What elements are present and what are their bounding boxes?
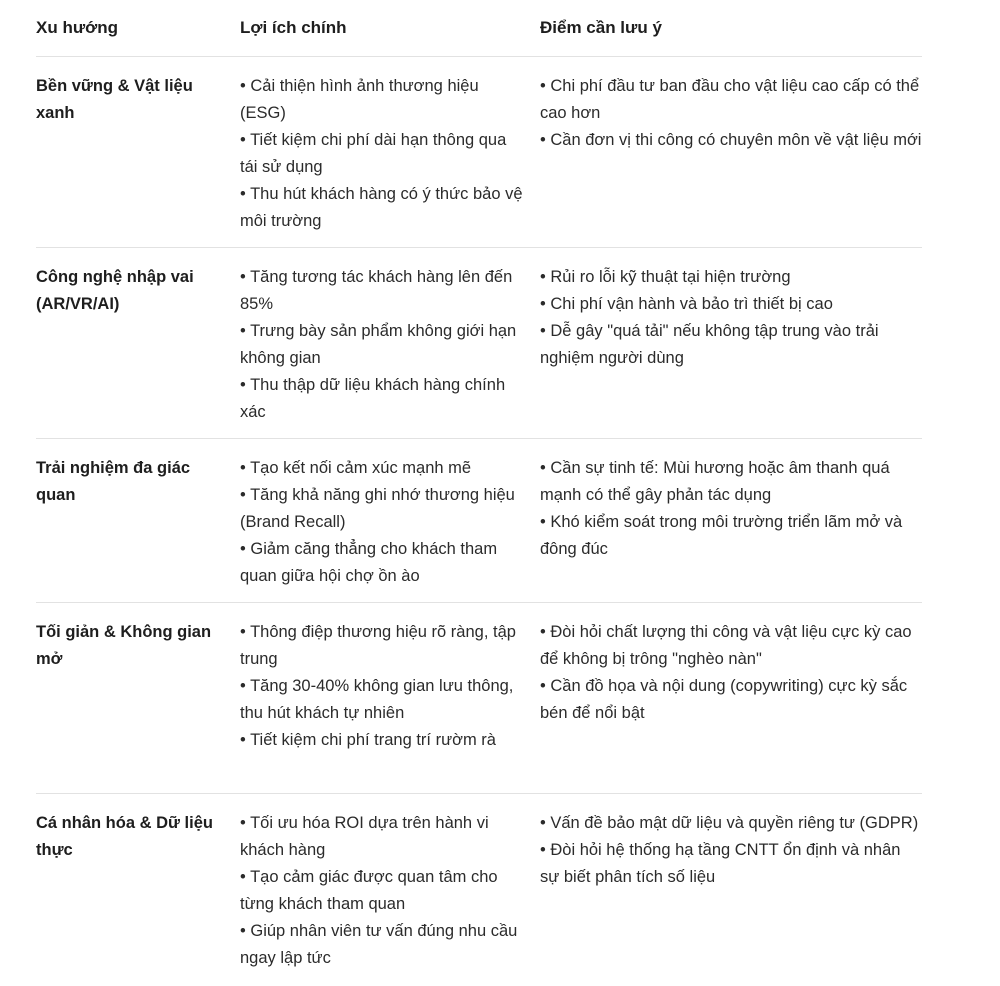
trend-name: Công nghệ nhập vai (AR/VR/AI) [36,268,194,313]
benefit-item: • Tiết kiệm chi phí trang trí rườm rà [240,731,496,749]
header-trend: Xu hướng [36,18,118,37]
trend-name: Bền vững & Vật liệu xanh [36,77,193,122]
benefit-item: • Tăng 30-40% không gian lưu thông, thu hút khách tự nhiên [240,677,514,722]
benefit-item: • Tối ưu hóa ROI dựa trên hành vi khách hàng [240,814,489,859]
benefit-item: • Giảm căng thẳng cho khách tham quan giữa hội chợ ồn ào [240,540,498,585]
header-note: Điểm cần lưu ý [540,18,662,37]
benefit-item: • Trưng bày sản phẩm không giới hạn không gian [240,322,517,367]
note-list [540,810,922,986]
trend-name: Tối giản & Không gian mở [36,623,212,668]
benefit-list [240,264,540,438]
table-header [36,0,922,57]
benefit-item: • Thu thập dữ liệu khách hàng chính xác [240,376,506,421]
benefit-list [240,619,540,793]
trends-table [36,0,922,986]
table-row [36,248,922,439]
benefit-item: • Tạo cảm giác được quan tâm cho từng khách tham quan [240,868,498,913]
note-item: • Cần đơn vị thi công có chuyên môn về vật liệu mới [540,131,922,149]
note-item: • Chi phí đầu tư ban đầu cho vật liệu cao cấp có thể cao hơn [540,77,920,122]
benefit-list [240,73,540,247]
note-list [540,619,922,793]
benefit-item: • Thu hút khách hàng có ý thức bảo vệ môi trường [240,185,523,230]
benefit-list [240,455,540,602]
table-row [36,603,922,794]
table-row [36,794,922,986]
benefit-item: • Tiết kiệm chi phí dài hạn thông qua tái sử dụng [240,131,507,176]
note-item: • Chi phí vận hành và bảo trì thiết bị cao [540,295,833,313]
note-list [540,73,922,247]
header-benefit: Lợi ích chính [240,18,347,37]
trend-name: Trải nghiệm đa giác quan [36,459,191,504]
benefit-item: • Cải thiện hình ảnh thương hiệu (ESG) [240,77,479,122]
note-item: • Đòi hỏi chất lượng thi công và vật liệu cực kỳ cao để không bị trông "nghèo nàn" [540,623,912,668]
benefit-list [240,810,540,986]
note-item: • Khó kiểm soát trong môi trường triển lãm mở và đông đúc [540,513,903,558]
note-item: • Vấn đề bảo mật dữ liệu và quyền riêng tư (GDPR) [540,814,919,832]
note-item: • Cần sự tinh tế: Mùi hương hoặc âm thanh quá mạnh có thể gây phản tác dụng [540,459,890,504]
table-row [36,439,922,603]
note-item: • Đòi hỏi hệ thống hạ tầng CNTT ổn định và nhân sự biết phân tích số liệu [540,841,901,886]
note-item: • Dễ gây "quá tải" nếu không tập trung vào trải nghiệm người dùng [540,322,879,367]
note-item: • Rủi ro lỗi kỹ thuật tại hiện trường [540,268,791,286]
note-list [540,264,922,438]
note-list [540,455,922,602]
trend-name: Cá nhân hóa & Dữ liệu thực [36,814,213,859]
benefit-item: • Tăng tương tác khách hàng lên đến 85% [240,268,513,313]
benefit-item: • Tăng khả năng ghi nhớ thương hiệu (Brand Recall) [240,486,515,531]
benefit-item: • Thông điệp thương hiệu rõ ràng, tập trung [240,623,516,668]
note-item: • Cần đồ họa và nội dung (copywriting) cực kỳ sắc bén để nổi bật [540,677,908,722]
table-row [36,57,922,248]
benefit-item: • Giúp nhân viên tư vấn đúng nhu cầu ngay lập tức [240,922,518,967]
benefit-item: • Tạo kết nối cảm xúc mạnh mẽ [240,459,472,477]
